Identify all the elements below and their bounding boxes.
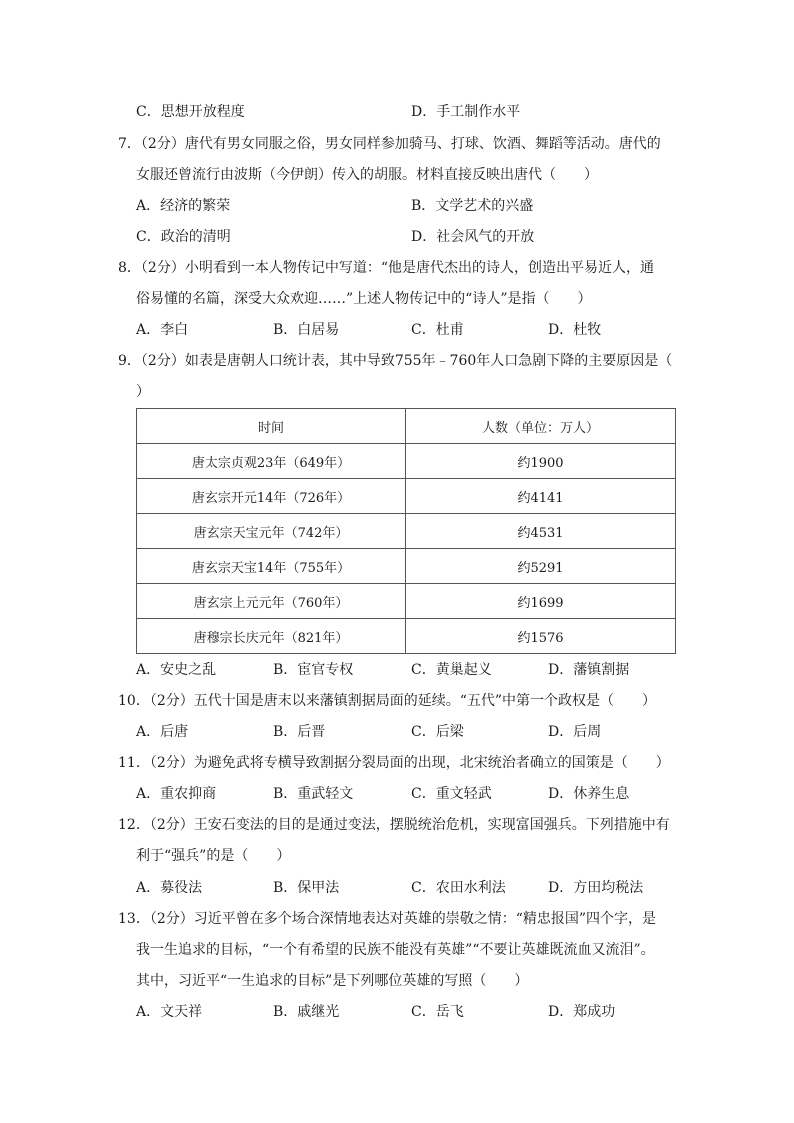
q12-stem-line2: 利于“强兵”的是（ ）: [136, 848, 291, 864]
q8-option-a[interactable]: A．李白: [136, 322, 189, 338]
q11-option-a[interactable]: A．重农抑商: [136, 786, 217, 802]
q8-option-c[interactable]: C．杜甫: [411, 322, 464, 338]
q10-stem-line1: 10．（2分）五代十国是唐末以来藩镇割据局面的延续。“五代”中第一个政权是（ ）: [118, 693, 657, 709]
table-cell-time: 唐玄宗天宝14年（755年）: [137, 549, 406, 584]
table-row: [137, 444, 676, 479]
q6-option-d[interactable]: D．手工制作水平: [411, 104, 521, 120]
q7-option-d[interactable]: D．社会风气的开放: [411, 229, 535, 245]
table-cell-time: 唐穆宗长庆元年（821年）: [137, 619, 406, 654]
q7-option-a[interactable]: A．经济的繁荣: [136, 198, 231, 214]
q12-option-c[interactable]: C．农田水利法: [411, 880, 506, 896]
table-cell-population: 约5291: [406, 549, 676, 584]
q9-option-b[interactable]: B．宦官专权: [273, 662, 354, 678]
q13-stem-line2: 我一生追求的目标，“一个有希望的民族不能没有英雄”“不要让英雄既流血又流泪”。: [136, 942, 655, 958]
q12-option-b[interactable]: B．保甲法: [273, 880, 340, 896]
q9-option-c[interactable]: C．黄巢起义: [411, 662, 492, 678]
table-cell-time: 唐玄宗天宝元年（742年）: [137, 514, 406, 549]
q7-option-b[interactable]: B．文学艺术的兴盛: [411, 198, 534, 214]
q13-stem-line1: 13．（2分）习近平曾在多个场合深情地表达对英雄的崇敬之情：“精忠报国”四个字，是: [118, 911, 657, 927]
table-cell-time: 唐玄宗上元元年（760年）: [137, 584, 406, 619]
q11-option-c[interactable]: C．重文轻武: [411, 786, 492, 802]
q7-stem-line2: 女服还曾流行由波斯（今伊朗）传入的胡服。材料直接反映出唐代（ ）: [136, 167, 598, 183]
q11-option-b[interactable]: B．重武轻文: [273, 786, 354, 802]
q12-stem-line1: 12．（2分）王安石变法的目的是通过变法，摆脱统治危机，实现富国强兵。下列措施中有: [118, 817, 670, 833]
table-cell-time: 唐太宗贞观23年（649年）: [137, 444, 406, 479]
q8-option-d[interactable]: D．杜牧: [548, 322, 602, 338]
population-table: [136, 408, 676, 654]
table-row: [137, 479, 676, 514]
q9-stem-line1: 9．（2分）如表是唐朝人口统计表，其中导致755年﹣760年人口急剧下降的主要原因是（: [118, 353, 673, 369]
q9-option-a[interactable]: A．安史之乱: [136, 662, 217, 678]
q10-option-a[interactable]: A．后唐: [136, 724, 189, 740]
q10-option-b[interactable]: B．后晋: [273, 724, 326, 740]
q10-option-d[interactable]: D．后周: [548, 724, 602, 740]
q12-option-d[interactable]: D．方田均税法: [548, 880, 644, 896]
table-cell-population: 约1576: [406, 619, 676, 654]
q12-option-a[interactable]: A．募役法: [136, 880, 203, 896]
table-cell-population: 约1900: [406, 444, 676, 479]
table-row: [137, 549, 676, 584]
table-cell-population: 约4531: [406, 514, 676, 549]
q13-stem-line3: 其中，习近平“一生追求的目标”是下列哪位英雄的写照（ ）: [136, 973, 529, 989]
q7-option-c[interactable]: C．政治的清明: [136, 229, 231, 245]
q8-option-b[interactable]: B．白居易: [273, 322, 340, 338]
q13-option-c[interactable]: C．岳飞: [411, 1004, 464, 1020]
table-row: [137, 619, 676, 654]
table-header-row: [137, 409, 676, 444]
q13-option-a[interactable]: A．文天祥: [136, 1004, 203, 1020]
q6-option-c[interactable]: C．思想开放程度: [136, 104, 245, 120]
q8-stem-line1: 8．（2分）小明看到一本人物传记中写道：“他是唐代杰出的诗人，创造出平易近人，通: [118, 260, 654, 276]
q13-option-d[interactable]: D．郑成功: [548, 1004, 616, 1020]
q7-stem-line1: 7．（2分）唐代有男女同服之俗，男女同样参加骑马、打球、饮酒、舞蹈等活动。唐代的: [118, 136, 661, 152]
q9-stem-line2: ）: [136, 384, 150, 400]
table-cell-time: 唐玄宗开元14年（726年）: [137, 479, 406, 514]
table-header-population: 人数（单位：万人）: [406, 409, 676, 444]
table-cell-population: 约4141: [406, 479, 676, 514]
table-cell-population: 约1699: [406, 584, 676, 619]
table-row: [137, 584, 676, 619]
q13-option-b[interactable]: B．戚继光: [273, 1004, 340, 1020]
q10-option-c[interactable]: C．后梁: [411, 724, 464, 740]
table-row: [137, 514, 676, 549]
q8-stem-line2: 俗易懂的名篇，深受大众欢迎……”上述人物传记中的“诗人”是指（ ）: [136, 291, 592, 307]
table-header-time: 时间: [137, 409, 406, 444]
q11-stem-line1: 11．（2分）为避免武将专横导致割据分裂局面的出现，北宋统治者确立的国策是（ ）: [118, 755, 670, 771]
q9-option-d[interactable]: D．藩镇割据: [548, 662, 630, 678]
q11-option-d[interactable]: D．休养生息: [548, 786, 630, 802]
